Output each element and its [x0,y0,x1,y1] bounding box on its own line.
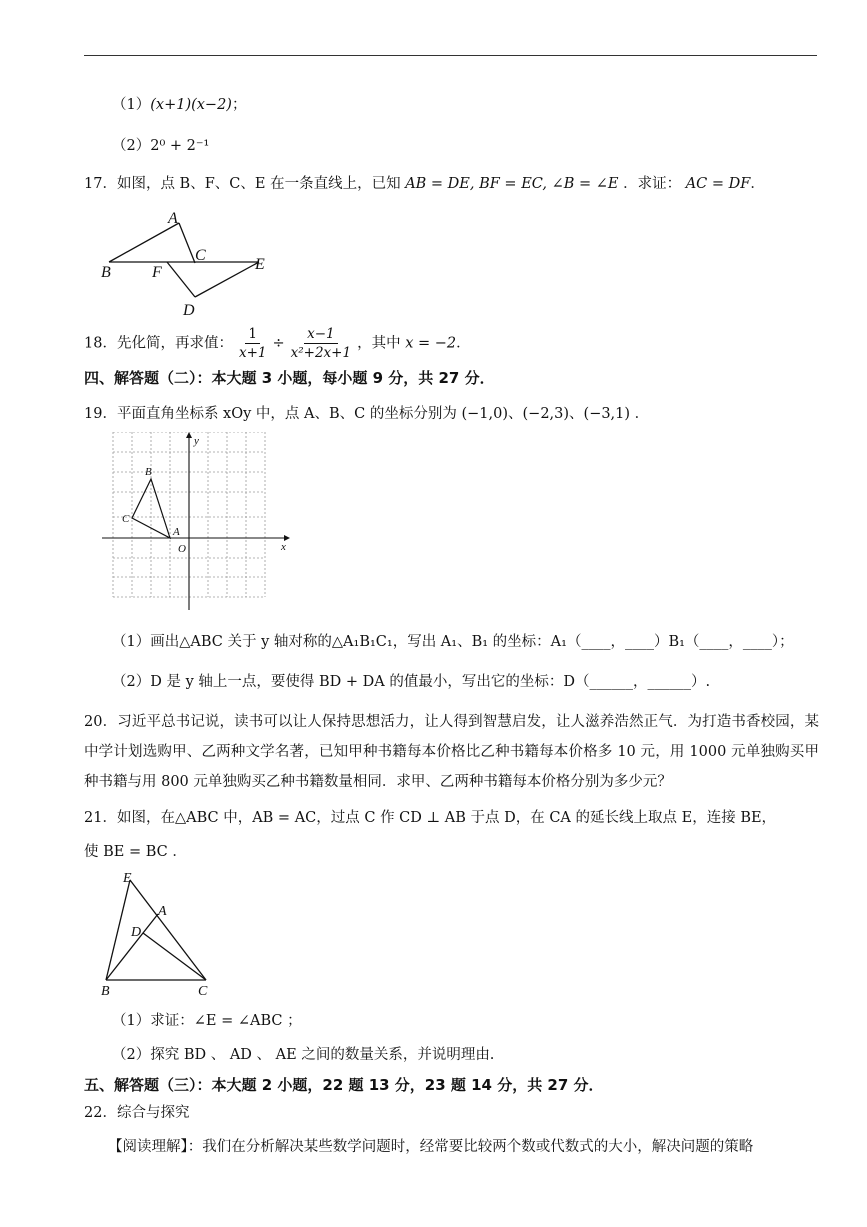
segment-ac [179,223,195,263]
numerator: x−1 [304,326,338,344]
q18-text: 18．先化简，再求值： [84,335,233,352]
fraction-1 [236,326,270,361]
part-label: （2） [112,138,151,154]
q19-stem [84,404,649,424]
label-b: B [101,984,110,999]
q17-given: AB = DE, BF = EC, ∠B = ∠E [405,176,619,192]
header-rule [84,55,817,56]
section-4-heading: 四、解答题（二）：本大题 3 小题，每小题 9 分，共 27 分． [84,369,495,387]
q18-value: x = −2 [405,335,457,352]
denominator: x²+2x+1 [290,345,352,361]
label-b: B [145,466,152,478]
punct: ； [231,97,247,113]
label-d: D [183,302,195,319]
q19-text: 19．平面直角坐标系 xOy 中，点 A、B、C 的坐标分别为 [84,406,457,422]
label-a: A [158,904,167,919]
q19-coordinate-grid [98,432,298,612]
segment-fd [167,262,195,297]
punct: ． [634,406,650,422]
label-e: E [123,871,132,886]
label-c: C [122,513,130,525]
section-5-heading: 五、解答题（三）：本大题 2 小题，22 题 13 分，23 题 14 分，共 27 分． [84,1076,604,1094]
q17-prove: AC = DF [685,176,751,192]
label-y: y [194,435,199,447]
q18-text2: ，其中 [357,335,401,352]
label-a: A [173,526,180,538]
q22-title: 22．综合与探究 [84,1105,190,1121]
segment-ba [109,223,179,262]
math-expr: (x+1)(x−2) [150,97,232,113]
q18-stem [84,326,471,361]
q16-part1 [112,95,246,115]
segment-ec [130,880,206,980]
q20-text: 20．习近平总书记说，读书可以让人保持思想活力，让人得到智慧启发，让人滋养浩然正气．为打造书香校园，某中学计划选购甲、乙两种文学名著，已知甲种书籍每本价格比乙种书籍每本价格多 10 元，用 1000 元单独购买甲种书籍与用 800 元单独购买乙种书籍数量相同．求甲、乙两种书籍每本价格分别为多少元？ [84,714,819,790]
q17-stem [84,174,765,194]
q21-part2: （2）探究 BD 、 AD 、 AE 之间的数量关系，并说明理由. [112,1047,495,1063]
part-label: （1） [112,97,151,113]
label-a: A [168,210,178,227]
math-expr: 2⁰ + 2⁻¹ [150,138,210,154]
label-origin: O [178,543,186,555]
q21-line2: 使 BE = BC ． [84,844,187,860]
segment-dc [143,933,206,980]
q21-line1: 21．如图，在△ABC 中，AB = AC，过点 C 作 CD ⊥ AB 于点 D，在 CA 的延长线上取点 E，连接 BE， [84,810,777,826]
q16-part2 [112,136,209,156]
q19-coords: (−1,0)、(−2,3)、(−3,1) [461,406,631,422]
q22-reading: 【阅读理解】：我们在分析解决某些数学问题时，经常要比较两个数或代数式的大小，解决问题的策略 [108,1139,754,1155]
q17-figure [95,205,285,320]
punct: ． [456,335,471,352]
numerator: 1 [245,326,260,344]
q17-text: 17．如图，点 B、F、C、E 在一条直线上，已知 [84,176,401,192]
q19-part2: （2）D 是 y 轴上一点，要使得 BD + DA 的值最小，写出它的坐标：D（______，______）. [112,674,711,690]
label-f: F [152,264,162,281]
denominator: x+1 [238,345,267,361]
y-axis-arrow [186,432,192,438]
label-c: C [195,247,206,264]
divide-sign: ÷ [272,335,285,352]
label-e: E [255,256,265,273]
segment-de [195,262,259,297]
label-d: D [131,925,142,940]
label-b: B [101,264,111,281]
label-x: x [281,541,286,553]
q17-text2: ．求证： [623,176,682,192]
punct: ． [750,176,765,192]
fraction-2 [288,326,354,361]
q19-part1: （1）画出△ABC 关于 y 轴对称的△A₁B₁C₁，写出 A₁、B₁ 的坐标：A₁（____，____）B₁（____，____）； [112,634,794,650]
label-c: C [198,984,208,999]
q21-part1: （1）求证：∠E = ∠ABC ； [112,1013,302,1029]
q21-figure [96,868,226,1003]
